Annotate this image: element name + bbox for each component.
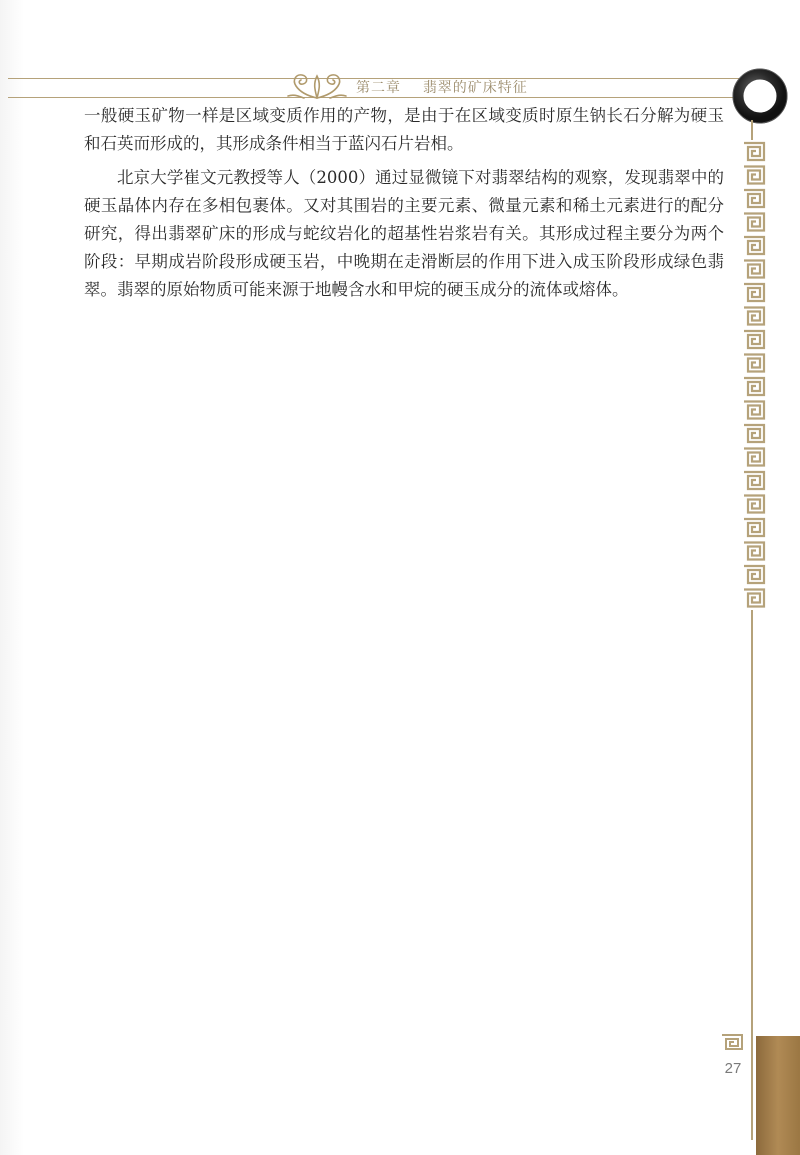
paragraph-2: 北京大学崔文元教授等人（2000）通过显微镜下对翡翠结构的观察，发现翡翠中的硬玉晶体内存在多相包裹体。又对其围岩的主要元素、微量元素和稀土元素进行的配分研究，得出翡翠矿床的形成与蛇纹岩化的超基性岩浆岩有关。其形成过程主要分为两个阶段：早期成岩阶段形成硬玉岩，中晚期在走滑断层的作用下进入成玉阶段形成绿色翡翠。翡翠的原始物质可能来源于地幔含水和甲烷的硬玉成分的流体或熔体。 [84, 168, 724, 299]
scroll-ornament-icon [284, 70, 350, 102]
greek-key-border-icon [742, 140, 766, 610]
chapter-label: 第二章 [356, 80, 401, 96]
page-edge-bar [756, 1036, 800, 1155]
running-header [356, 78, 528, 98]
body-text [84, 102, 724, 304]
paragraph-1: 一般硬玉矿物一样是区域变质作用的产物，是由于在区域变质时原生钠长石分解为硬玉和石英而形成的，其形成条件相当于蓝闪石片岩相。 [84, 106, 724, 153]
greek-key-corner-icon [720, 1032, 744, 1052]
jade-ring-icon [732, 68, 788, 124]
page-number: 27 [724, 1060, 742, 1077]
chapter-title: 翡翠的矿床特征 [422, 80, 528, 96]
